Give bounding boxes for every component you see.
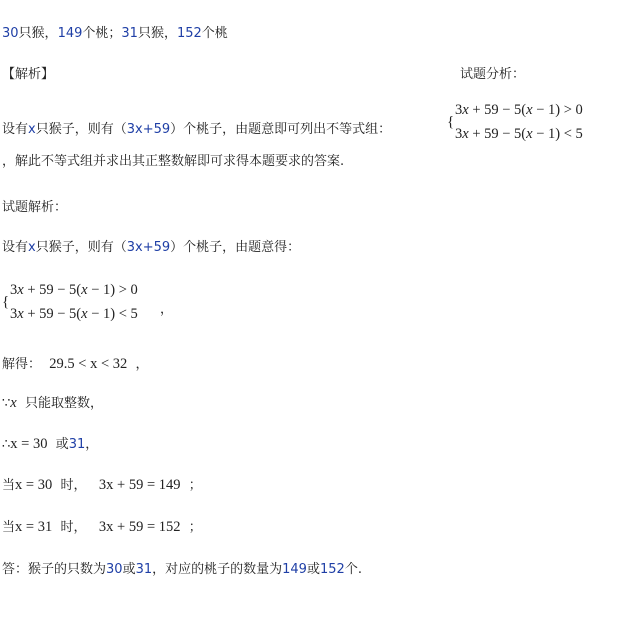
analysis-text: 设有: [2, 122, 29, 137]
final-answer: 答：猴子的只数为30或31，对应的桃子的数量为149或152个.: [2, 562, 362, 577]
system-brace: {: [2, 294, 10, 310]
answer-peaches-2: 152: [176, 26, 202, 41]
analysis-line-2: ，解此不等式组并求出其正整数解即可求得本题要求的答案.: [2, 154, 345, 169]
because-symbol: ∵: [2, 396, 11, 411]
variable-x: x: [10, 395, 17, 411]
x-equals-30: x = 30: [10, 436, 48, 452]
analysis-text: ）个桃子，由题意即可列出不等式组：: [170, 122, 392, 137]
inequality-1: 3x + 59 − 5(x − 1) > 0: [10, 282, 138, 298]
solution-line-solve: 解得： 29.5 < x < 32 ，: [2, 356, 149, 372]
analysis-line-1: [2, 118, 391, 137]
solution-title: 试题解析：: [2, 200, 68, 215]
inequality-2: 3x + 59 − 5(x − 1) < 5: [455, 126, 583, 142]
system-brace: {: [447, 114, 455, 130]
analysis-text: 只猴子，则有（: [35, 122, 127, 137]
analysis-title: 试题分析：: [460, 67, 526, 82]
solve-label: 解得：: [2, 357, 42, 372]
solution-line-case-30: 当x = 30 时， 3x + 59 = 149 ；: [2, 477, 202, 493]
solution-text: ）个桃子，由题意得：: [170, 240, 301, 255]
solution-text: 只猴子，则有（: [35, 240, 127, 255]
solution-expression: 3x+59: [126, 240, 171, 255]
answer-text-4: 个桃: [201, 26, 228, 41]
therefore-symbol: ∴: [2, 437, 11, 452]
analysis-expression: 3x+59: [126, 122, 171, 137]
answer-text-3: 只猴，: [137, 26, 177, 41]
inequality-1: 3x + 59 − 5(x − 1) > 0: [455, 102, 583, 118]
answer-monkeys-2: 31: [121, 26, 138, 41]
answer-text-1: 只猴，: [18, 26, 58, 41]
answer-text-2: 个桃；: [82, 26, 122, 41]
solution-variable: x: [28, 240, 36, 255]
answer-monkeys-1: 30: [2, 26, 19, 41]
solution-line-1: [2, 236, 300, 255]
answer-peaches-1: 149: [57, 26, 83, 41]
jiexi-title: 【解析】: [2, 67, 55, 82]
solution-text: 设有: [2, 240, 29, 255]
solve-result: 29.5 < x < 32: [49, 356, 128, 372]
solution-line-therefore: ∴x = 30 或31，: [2, 436, 99, 452]
inequality-system-analysis: [447, 102, 617, 146]
solution-line-case-31: 当x = 31 时， 3x + 59 = 152 ；: [2, 519, 202, 535]
analysis-variable: x: [28, 122, 36, 137]
answer-line: [2, 22, 228, 41]
solution-line-because: ∵x 只能取整数，: [2, 395, 103, 411]
inequality-system-solution: [2, 282, 172, 326]
system-comma: ，: [160, 302, 174, 317]
inequality-2: 3x + 59 − 5(x − 1) < 5: [10, 306, 138, 322]
